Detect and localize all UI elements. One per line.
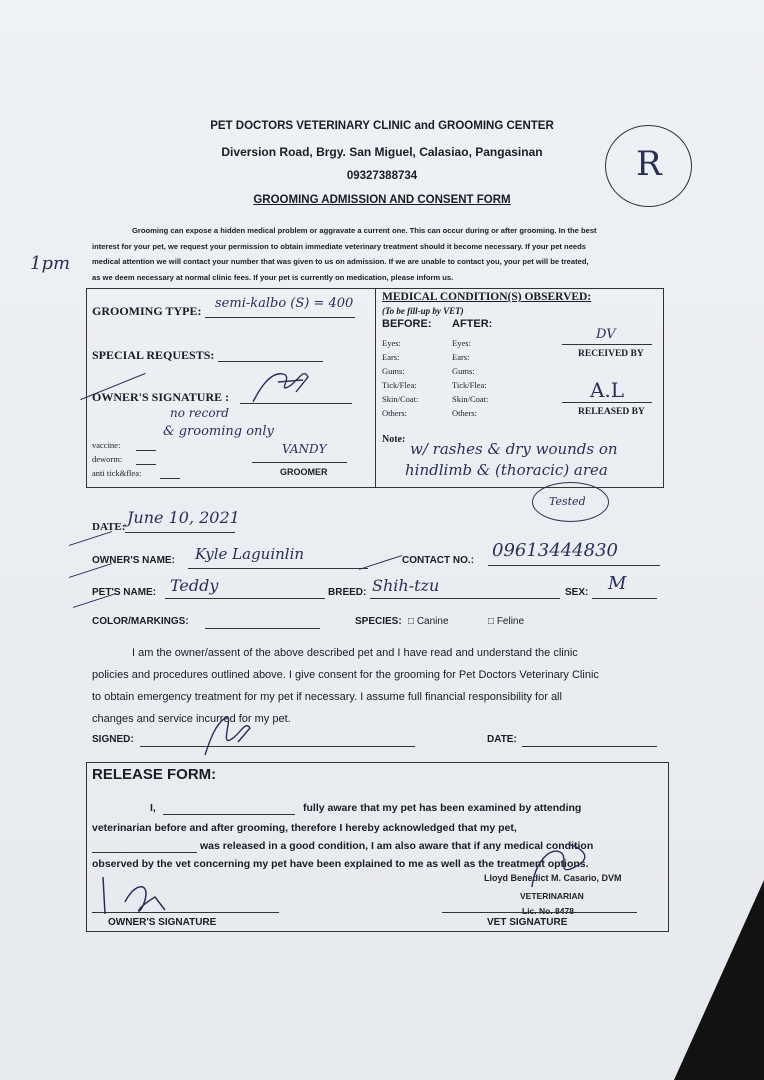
groom-note-2: & grooming only [163, 424, 274, 439]
consent-line: I am the owner/assent of the above described pet and I have read and understand the clinic [132, 647, 578, 659]
grooming-type-value[interactable]: semi-kalbo (S) = 400 [215, 296, 354, 311]
release-owner-sig-label: OWNER'S SIGNATURE [108, 917, 217, 928]
medical-subtitle: (To be fill-up by VET) [382, 306, 464, 316]
color-label: COLOR/MARKINGS: [92, 616, 189, 627]
check-tick: Tick/Flea: [382, 380, 417, 390]
consent-line: changes and service incurred for my pet. [92, 713, 291, 725]
release-vet-sig-line [442, 912, 637, 913]
grooming-type-line [205, 317, 355, 318]
vaccine-line [136, 450, 156, 451]
release-pet-line [92, 852, 197, 853]
deworm-label: deworm: [92, 454, 123, 464]
owner-name-line [188, 568, 368, 569]
circled-mark [605, 125, 692, 207]
check-skin: Skin/Coat: [382, 394, 419, 404]
check-skin: Skin/Coat: [452, 394, 489, 404]
date-label: DATE: [92, 521, 126, 533]
vaccine-label: vaccine: [92, 440, 121, 450]
species-feline[interactable]: □ Feline [488, 616, 525, 627]
clinic-name: PET DOCTORS VETERINARY CLINIC and GROOMING CENTER [210, 120, 554, 132]
grooming-type-label: GROOMING TYPE: [92, 304, 202, 318]
after-checks [452, 336, 488, 420]
owner-signature-label: OWNER'S SIGNATURE : [92, 390, 230, 404]
received-label: RECEIVED BY [578, 349, 644, 359]
owner-name-value[interactable]: Kyle Laguinlin [195, 545, 305, 563]
breed-label: BREED: [328, 587, 367, 598]
vet-stamp-title: VETERINARIAN [520, 891, 584, 901]
circled-mark-text: R [636, 144, 662, 184]
consent-line: to obtain emergency treatment for my pet if necessary. I assume full financial responsibility for all [92, 691, 562, 703]
release-name-line [163, 814, 295, 815]
release-line-1: fully aware that my pet has been examined by attending [303, 802, 582, 814]
color-line [205, 628, 320, 629]
consent-paragraph [92, 642, 662, 730]
clinic-phone: 09327388734 [346, 170, 418, 182]
tested-circle [532, 482, 609, 522]
released-line [562, 402, 652, 403]
intro-line: Grooming can expose a hidden medical problem or aggravate a current one. This can occur during or after grooming. In the best [132, 226, 597, 235]
consent-date-label: DATE: [487, 734, 517, 745]
check-eyes: Eyes: [452, 338, 471, 348]
vet-stamp-name: Lloyd Benedict M. Casario, DVM [484, 873, 622, 883]
intro-paragraph [92, 223, 672, 285]
note-label: Note: [382, 434, 406, 445]
release-owner-sig-line [92, 912, 279, 913]
released-label: RELEASED BY [578, 407, 645, 417]
groomer-label: GROOMER [280, 467, 328, 477]
before-checks [382, 336, 418, 420]
owner-name-label: OWNER'S NAME: [92, 555, 175, 566]
form-title: GROOMING ADMISSION AND CONSENT FORM [253, 194, 511, 206]
anti-tick-line [160, 478, 180, 479]
sex-label: SEX: [565, 587, 589, 598]
breed-value[interactable]: Shih-tzu [372, 576, 440, 595]
pet-name-label: PET'S NAME: [92, 587, 157, 598]
clinic-address: Diversion Road, Brgy. San Miguel, Calasiao, Pangasinan [221, 145, 543, 159]
check-gums: Gums: [452, 366, 475, 376]
sex-value[interactable]: M [608, 573, 627, 594]
check-others: Others: [382, 408, 408, 418]
release-prefix: I, [150, 802, 156, 814]
contact-value[interactable]: 09613444830 [492, 540, 618, 561]
received-line [562, 344, 652, 345]
release-owner-signature [95, 872, 185, 917]
groomer-name: VANDY [282, 442, 327, 456]
species-canine[interactable]: □ Canine [408, 616, 449, 627]
check-ears: Ears: [382, 352, 400, 362]
special-requests-label: SPECIAL REQUESTS: [92, 348, 215, 362]
signed-line [140, 746, 415, 747]
consent-line: policies and procedures outlined above. I give consent for the grooming for Pet Doctors Veterinary Clinic [92, 669, 599, 681]
intro-line: medical attention we will contact your number that was given to us on admission. If we are unable to contact you, your pet will be treated, [92, 257, 589, 266]
contact-label: CONTACT NO.: [402, 555, 475, 566]
consent-signature-scribble [200, 710, 260, 760]
box-divider [375, 288, 376, 488]
vet-signature-scribble [520, 832, 590, 902]
species-label: SPECIES: [355, 616, 402, 627]
date-line [125, 532, 235, 533]
scan-dark-corner [674, 880, 764, 1080]
medical-title: MEDICAL CONDITION(S) OBSERVED: [382, 291, 592, 303]
breed-line [370, 598, 560, 599]
check-ears: Ears: [452, 352, 470, 362]
released-initials: A.L [590, 378, 625, 402]
owner-signature-scribble [248, 362, 318, 408]
release-line-3: was released in a good condition, I am also aware that if any medical condition [200, 840, 594, 852]
tested-tag: Tested [549, 495, 586, 508]
intro-line: as we deem necessary at normal clinic fees. If your pet is currently on medication, please inform us. [92, 272, 454, 282]
pet-name-line [165, 598, 325, 599]
pet-name-value[interactable]: Teddy [170, 576, 219, 595]
intro-line: interest for your pet, we request your permission to obtain immediate veterinary treatment should it become necessary. If your pet needs [92, 241, 587, 251]
strike-mark [69, 563, 112, 578]
contact-line [488, 565, 660, 566]
vet-stamp-license: Lic. No. 8478 [522, 906, 574, 916]
sex-line [592, 598, 657, 599]
anti-tick-label: anti tick&flea: [92, 468, 142, 478]
release-vet-sig-label: VET SIGNATURE [487, 917, 568, 928]
date-value[interactable]: June 10, 2021 [127, 508, 240, 527]
check-gums: Gums: [382, 366, 405, 376]
received-initials: DV [596, 327, 616, 342]
medical-note-2: hindlimb & (thoracic) area [405, 461, 608, 479]
release-line-2: veterinarian before and after grooming, therefore I hereby acknowledged that my pet, [92, 822, 517, 834]
check-tick: Tick/Flea: [452, 380, 487, 390]
before-label: BEFORE: [382, 318, 432, 330]
strike-mark [359, 555, 402, 570]
release-line-4: observed by the vet concerning my pet have been explained to me as well as the treatment options. [92, 858, 589, 870]
check-others: Others: [452, 408, 478, 418]
signed-label: SIGNED: [92, 734, 134, 745]
medical-note-1: w/ rashes & dry wounds on [410, 440, 618, 458]
groomer-line [252, 462, 347, 463]
groom-note-1: no record [170, 406, 229, 420]
strike-mark [69, 531, 112, 546]
margin-time-note: 1pm [30, 253, 71, 274]
check-eyes: Eyes: [382, 338, 401, 348]
after-label: AFTER: [452, 318, 493, 330]
consent-date-line [522, 746, 657, 747]
release-title: RELEASE FORM: [92, 766, 217, 783]
deworm-line [136, 464, 156, 465]
